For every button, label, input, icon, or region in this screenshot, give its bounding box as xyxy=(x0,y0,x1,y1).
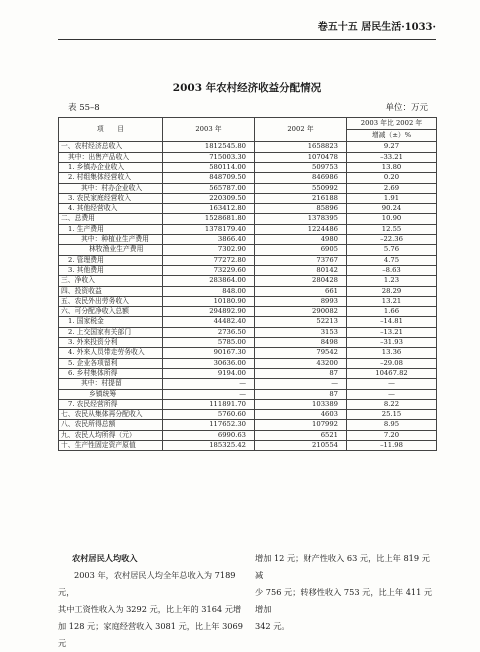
table-row xyxy=(59,152,437,162)
change-percent: –31.93 xyxy=(347,338,437,348)
change-percent: –14.81 xyxy=(347,317,437,327)
change-percent: 8.22 xyxy=(347,399,437,409)
change-percent: 25.15 xyxy=(347,410,437,420)
header-2002: 2002 年 xyxy=(255,118,347,142)
value-2003: 715003.30 xyxy=(163,152,255,162)
table-row xyxy=(59,214,437,224)
table-row xyxy=(59,173,437,183)
change-percent: 12.55 xyxy=(347,224,437,234)
value-2002: 509753 xyxy=(255,162,347,172)
value-2003: 6990.63 xyxy=(163,430,255,440)
row-label: 1. 生产费用 xyxy=(59,224,163,234)
paragraph-line: 少 756 元；转移性收入 753 元，比上年 411 元增加 xyxy=(255,587,433,614)
header-rule xyxy=(58,39,436,40)
row-label: 4. 其他经营收入 xyxy=(59,204,163,214)
value-2002: 1224486 xyxy=(255,224,347,234)
value-2003: 1812545.80 xyxy=(163,142,255,152)
unit-label: 单位：万元 xyxy=(385,103,428,113)
paragraph-line: 其中工资性收入为 3292 元，比上年的 3164 元增 xyxy=(58,604,242,614)
row-label: 一、农村经济总收入 xyxy=(59,142,163,152)
running-head: 卷五十五 居民生活·1033· xyxy=(317,22,436,33)
change-percent: –33.21 xyxy=(347,152,437,162)
income-distribution-table xyxy=(58,117,437,451)
row-label: 二、总费用 xyxy=(59,214,163,224)
value-2002: 1658823 xyxy=(255,142,347,152)
change-percent: 13.80 xyxy=(347,162,437,172)
value-2003: 77272.80 xyxy=(163,255,255,265)
value-2002: 216188 xyxy=(255,193,347,203)
table-number: 表 55–8 xyxy=(68,103,100,113)
table-row xyxy=(59,317,437,327)
value-2003: 10180.90 xyxy=(163,296,255,306)
table-row xyxy=(59,286,437,296)
table-row xyxy=(59,368,437,378)
row-label: 八、农民所得总额 xyxy=(59,420,163,430)
change-percent: — xyxy=(347,379,437,389)
value-2002: 8993 xyxy=(255,296,347,306)
change-percent: 0.20 xyxy=(347,173,437,183)
paragraph-line: 342 元。 xyxy=(255,621,290,631)
paragraph-line: 增加 12 元；财产性收入 63 元，比上年 819 元减 xyxy=(255,553,430,580)
value-2003: 848.00 xyxy=(163,286,255,296)
row-label: 1. 乡镇办企业收入 xyxy=(59,162,163,172)
paragraph-line: 2003 年，农村居民人均全年总收入为 7189 元， xyxy=(58,570,236,597)
change-percent: 28.29 xyxy=(347,286,437,296)
value-2002: 107992 xyxy=(255,420,347,430)
value-2003: 2736.50 xyxy=(163,327,255,337)
value-2002: 1070478 xyxy=(255,152,347,162)
value-2002: 85896 xyxy=(255,204,347,214)
change-percent: 9.27 xyxy=(347,142,437,152)
table-row xyxy=(59,183,437,193)
value-2002: 280428 xyxy=(255,276,347,286)
value-2002: 846986 xyxy=(255,173,347,183)
body-text-left xyxy=(58,550,244,652)
row-label: 6. 乡村集体所得 xyxy=(59,368,163,378)
row-label: 其中：种植业生产费用 xyxy=(59,235,163,245)
value-2003: — xyxy=(163,379,255,389)
value-2002: 103389 xyxy=(255,399,347,409)
row-label: 其中：村办企业收入 xyxy=(59,183,163,193)
table-row xyxy=(59,193,437,203)
value-2002: 43200 xyxy=(255,358,347,368)
value-2003: 294892.90 xyxy=(163,307,255,317)
row-label: 乡镇统筹 xyxy=(59,389,163,399)
value-2002: 290082 xyxy=(255,307,347,317)
change-percent: –8.63 xyxy=(347,265,437,275)
value-2003: 3866.40 xyxy=(163,235,255,245)
table-body xyxy=(59,142,437,451)
value-2003: 220309.50 xyxy=(163,193,255,203)
value-2002: 4980 xyxy=(255,235,347,245)
value-2003: 117652.30 xyxy=(163,420,255,430)
change-percent: 1.91 xyxy=(347,193,437,203)
value-2003: 30636.00 xyxy=(163,358,255,368)
table-row xyxy=(59,142,437,152)
value-2002: 73767 xyxy=(255,255,347,265)
row-label: 十、生产性固定资产原值 xyxy=(59,440,163,450)
row-label: 七、农民从集体再分配收入 xyxy=(59,410,163,420)
table-row xyxy=(59,276,437,286)
table-row xyxy=(59,440,437,450)
value-2002: 6521 xyxy=(255,430,347,440)
value-2002: 1378395 xyxy=(255,214,347,224)
table-row xyxy=(59,420,437,430)
change-percent: 1.66 xyxy=(347,307,437,317)
change-percent: 8.95 xyxy=(347,420,437,430)
header-item: 项 目 xyxy=(59,118,163,142)
header-change-line2: 增减（±）% xyxy=(347,130,437,142)
row-label: 3. 其他费用 xyxy=(59,265,163,275)
table-row xyxy=(59,379,437,389)
change-percent: 5.76 xyxy=(347,245,437,255)
value-2003: — xyxy=(163,389,255,399)
change-percent: –29.08 xyxy=(347,358,437,368)
value-2002: 8498 xyxy=(255,338,347,348)
change-percent: — xyxy=(347,389,437,399)
row-label: 其中：村提留 xyxy=(59,379,163,389)
value-2003: 7302.90 xyxy=(163,245,255,255)
change-percent: 7.20 xyxy=(347,430,437,440)
change-percent: 1.23 xyxy=(347,276,437,286)
table-row xyxy=(59,430,437,440)
value-2003: 1378179.40 xyxy=(163,224,255,234)
row-label: 2. 上交国家有关部门 xyxy=(59,327,163,337)
value-2003: 44482.40 xyxy=(163,317,255,327)
table-row xyxy=(59,265,437,275)
row-label: 5. 企业各项留利 xyxy=(59,358,163,368)
row-label: 3. 农民家庭经营收入 xyxy=(59,193,163,203)
row-label: 三、净收入 xyxy=(59,276,163,286)
row-label: 五、农民外出劳务收入 xyxy=(59,296,163,306)
body-text-right xyxy=(255,550,436,635)
value-2003: 848709.50 xyxy=(163,173,255,183)
table-row xyxy=(59,327,437,337)
table-row xyxy=(59,162,437,172)
table-row xyxy=(59,358,437,368)
change-percent: 90.24 xyxy=(347,204,437,214)
header-2003: 2003 年 xyxy=(163,118,255,142)
row-label: 7. 农民经营所得 xyxy=(59,399,163,409)
table-row xyxy=(59,204,437,214)
value-2003: 5785.00 xyxy=(163,338,255,348)
header-change-line1: 2003 年比 2002 年 xyxy=(347,118,437,130)
paragraph-line: 加 128 元；家庭经营收入 3081 元，比上年 3069 元 xyxy=(58,621,243,648)
row-label: 六、可分配净收入总额 xyxy=(59,307,163,317)
change-percent: 10.90 xyxy=(347,214,437,224)
table-row xyxy=(59,255,437,265)
table-row xyxy=(59,399,437,409)
value-2002: 79542 xyxy=(255,348,347,358)
row-label: 四、投资收益 xyxy=(59,286,163,296)
row-label: 林牧渔业生产费用 xyxy=(59,245,163,255)
value-2002: 661 xyxy=(255,286,347,296)
row-label: 其中：出售产品收入 xyxy=(59,152,163,162)
value-2003: 111891.70 xyxy=(163,399,255,409)
table-row xyxy=(59,348,437,358)
table-row xyxy=(59,235,437,245)
table-row xyxy=(59,296,437,306)
change-percent: 2.69 xyxy=(347,183,437,193)
value-2003: 163412.80 xyxy=(163,204,255,214)
value-2003: 5760.60 xyxy=(163,410,255,420)
value-2003: 580114.00 xyxy=(163,162,255,172)
row-label: 1. 国家税金 xyxy=(59,317,163,327)
row-label: 3. 外来投资分利 xyxy=(59,338,163,348)
value-2002: 87 xyxy=(255,368,347,378)
row-label: 2. 管理费用 xyxy=(59,255,163,265)
row-label: 2. 村组集体经营收入 xyxy=(59,173,163,183)
table-title: 2003 年农村经济收益分配情况 xyxy=(172,82,322,94)
change-percent: 13.21 xyxy=(347,296,437,306)
table-row xyxy=(59,307,437,317)
table-row xyxy=(59,410,437,420)
value-2002: — xyxy=(255,379,347,389)
value-2002: 6905 xyxy=(255,245,347,255)
value-2002: 80142 xyxy=(255,265,347,275)
change-percent: –22.36 xyxy=(347,235,437,245)
value-2002: 52213 xyxy=(255,317,347,327)
value-2003: 9194.00 xyxy=(163,368,255,378)
table-row xyxy=(59,338,437,348)
value-2003: 90167.30 xyxy=(163,348,255,358)
value-2002: 550992 xyxy=(255,183,347,193)
table-row xyxy=(59,389,437,399)
value-2003: 1528681.80 xyxy=(163,214,255,224)
value-2003: 73229.60 xyxy=(163,265,255,275)
value-2002: 3153 xyxy=(255,327,347,337)
table-row xyxy=(59,245,437,255)
change-percent: 4.75 xyxy=(347,255,437,265)
value-2003: 565787.00 xyxy=(163,183,255,193)
row-label: 九、农民人均所得（元） xyxy=(59,430,163,440)
section-heading: 农村居民人均收入 xyxy=(72,553,138,563)
row-label: 4. 外来人员带走劳务收入 xyxy=(59,348,163,358)
table-row xyxy=(59,224,437,234)
change-percent: –11.98 xyxy=(347,440,437,450)
change-percent: –13.21 xyxy=(347,327,437,337)
value-2002: 4603 xyxy=(255,410,347,420)
value-2002: 210554 xyxy=(255,440,347,450)
value-2003: 283864.00 xyxy=(163,276,255,286)
change-percent: 10467.82 xyxy=(347,368,437,378)
change-percent: 13.36 xyxy=(347,348,437,358)
value-2003: 185325.42 xyxy=(163,440,255,450)
value-2002: 87 xyxy=(255,389,347,399)
